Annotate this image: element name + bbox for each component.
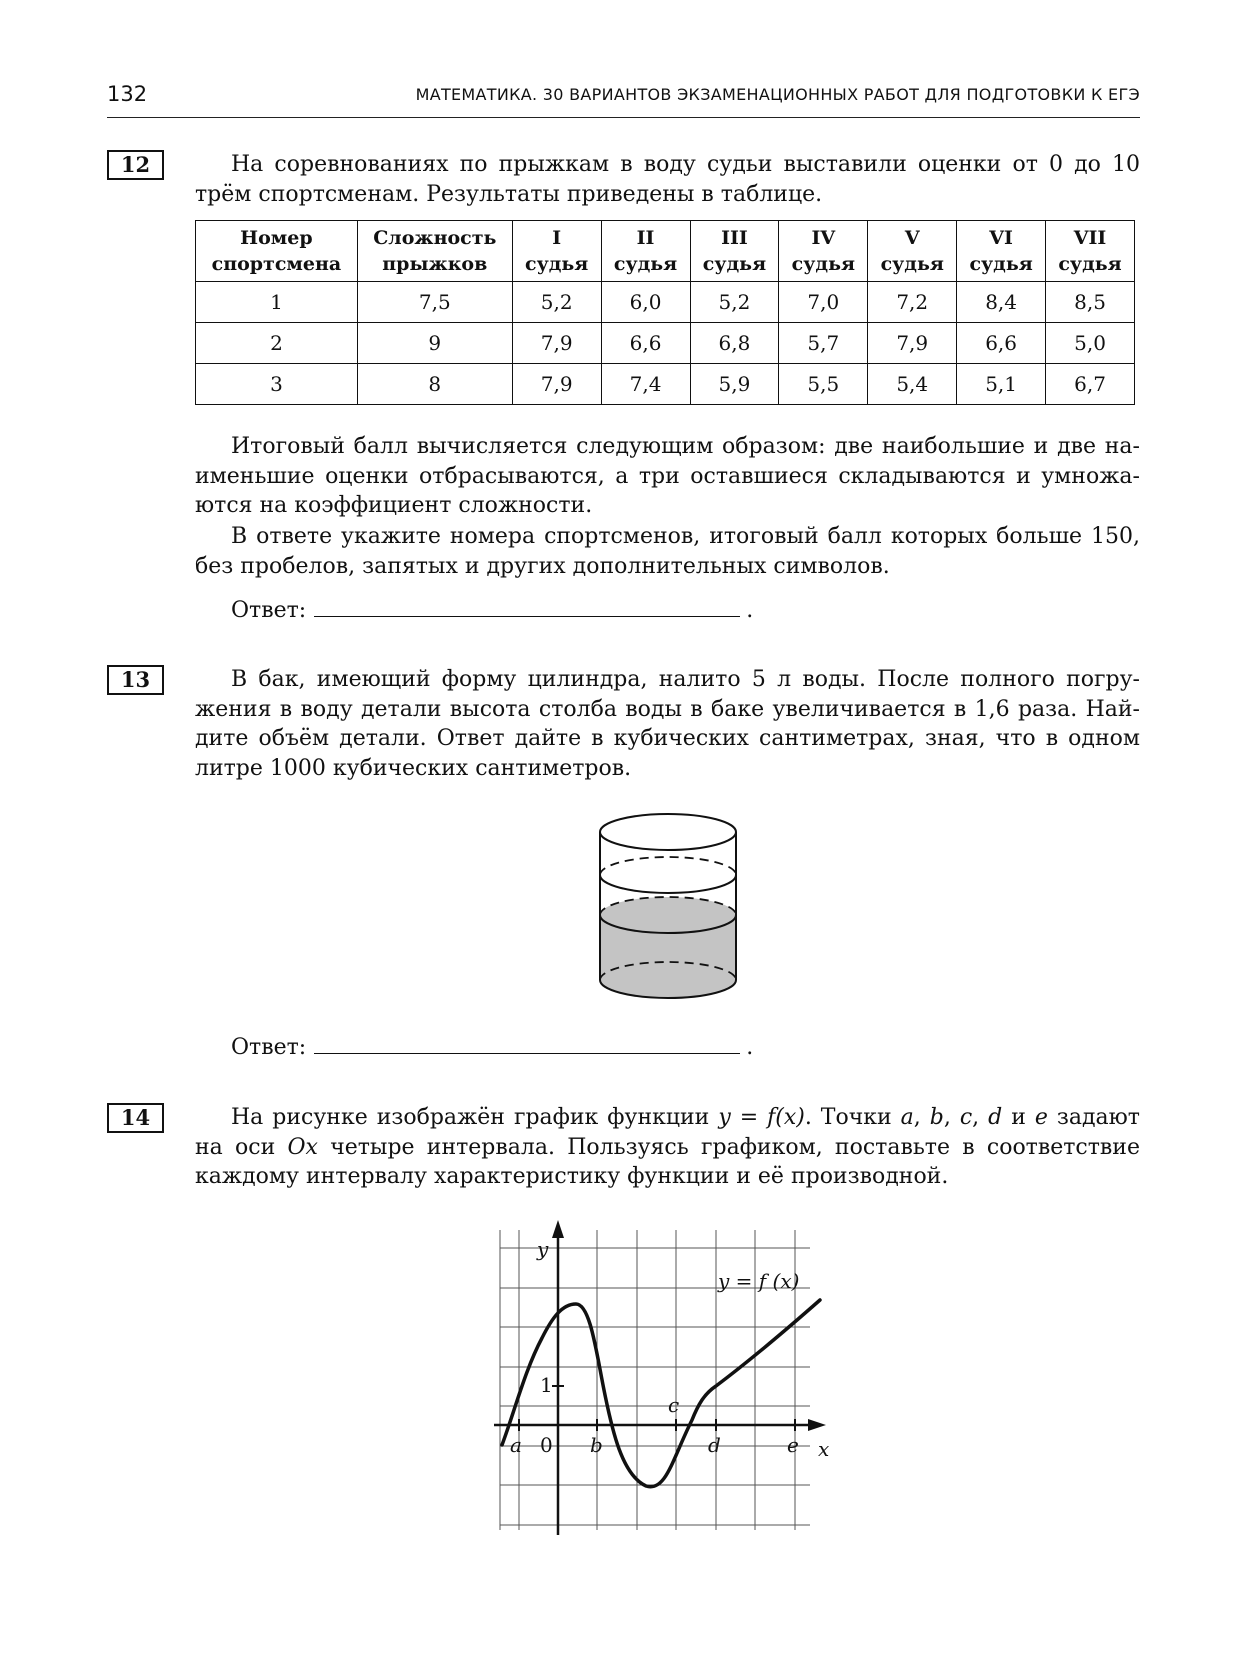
point-label-c: c (668, 1393, 680, 1417)
task-14-text (195, 1103, 1140, 1192)
answer-end: . (746, 1035, 754, 1060)
table-cell: 3 (196, 364, 358, 405)
header-cell: Сложность прыжков (357, 221, 512, 282)
origin-label: 0 (540, 1433, 553, 1457)
header-cell: VII судья (1046, 221, 1135, 282)
upper-level-front (600, 875, 736, 893)
task-12-intro-line1: На соревнованиях по прыжкам в воду судьи выставили оценки от 0 до 10 (231, 152, 1140, 177)
table-row (196, 282, 1135, 323)
task-13-line4: литре 1000 кубических сантиметров. (195, 755, 632, 781)
header-cell: IV судья (779, 221, 868, 282)
task-14-line1: На рисунке изображён график функции y = f(x). Точки a, b, c, d и e задают (231, 1105, 1140, 1130)
task-14-line2: на оси Ox четыре интервала. Пользуясь графиком, поставьте в соответствие (195, 1134, 1140, 1160)
task-13-line2: жения в воду детали высота столба воды в баке увеличивается в 1,6 раза. Най- (195, 696, 1140, 722)
table-cell: 5,2 (512, 282, 601, 323)
task-12-number: 12 (107, 150, 164, 180)
x-axis-arrow (808, 1419, 826, 1431)
table-cell: 5,1 (957, 364, 1046, 405)
header-cell: III судья (690, 221, 779, 282)
header-rule (107, 117, 1140, 118)
task-13-text (195, 665, 1140, 783)
function-graph (490, 1220, 850, 1540)
table-cell: 6,6 (957, 323, 1046, 364)
table-cell: 7,2 (868, 282, 957, 323)
ask-line1: В ответе укажите номера спортсменов, итоговый балл которых больше 150, (231, 524, 1140, 549)
upper-level-back (600, 857, 736, 875)
table-cell: 6,8 (690, 323, 779, 364)
cylinder-figure (590, 810, 750, 1010)
table-cell: 5,0 (1046, 323, 1135, 364)
function-label: y = f (x) (718, 1269, 800, 1293)
y-axis-label: y (537, 1237, 549, 1261)
table-cell: 9 (357, 323, 512, 364)
page-number: 132 (107, 82, 148, 106)
table-row (196, 364, 1135, 405)
table-cell: 8,4 (957, 282, 1046, 323)
table-cell: 5,7 (779, 323, 868, 364)
table-cell: 6,0 (601, 282, 690, 323)
task-13-line3: дите объём детали. Ответ дайте в кубических сантиметрах, зная, что в одном (195, 726, 1140, 751)
running-title: МАТЕМАТИКА. 30 ВАРИАНТОВ ЭКЗАМЕНАЦИОННЫХ РАБОТ ДЛЯ ПОДГОТОВКИ К ЕГЭ (415, 85, 1140, 104)
task-14-line3: каждому интервалу характеристику функции и её производной. (195, 1164, 949, 1189)
table-cell: 5,9 (690, 364, 779, 405)
task-12-ask (195, 522, 1140, 581)
header-cell: V судья (868, 221, 957, 282)
table-cell: 5,4 (868, 364, 957, 405)
table-cell: 5,2 (690, 282, 779, 323)
table-cell: 6,6 (601, 323, 690, 364)
table-cell: 2 (196, 323, 358, 364)
answer-label: Ответ: (231, 1035, 307, 1060)
table-cell: 5,5 (779, 364, 868, 405)
answer-label: Ответ: (231, 598, 307, 623)
table-cell: 7,9 (512, 323, 601, 364)
table-cell: 8,5 (1046, 282, 1135, 323)
unit-label: 1 (540, 1373, 553, 1397)
task-13-number: 13 (107, 665, 164, 695)
task-14-number: 14 (107, 1103, 164, 1133)
x-axis-label: x (818, 1437, 830, 1461)
table-header-row (196, 221, 1135, 282)
table-cell: 7,0 (779, 282, 868, 323)
task-12-intro-line2: трём спортсменам. Результаты приведены в таблице. (195, 181, 823, 207)
rule-line1: Итоговый балл вычисляется следующим образом: две наибольшие и две на- (231, 434, 1140, 459)
header-cell: VI судья (957, 221, 1046, 282)
task-12-rule (195, 432, 1140, 521)
table-cell: 1 (196, 282, 358, 323)
header-cell: I судья (512, 221, 601, 282)
cylinder-top (600, 814, 736, 850)
y-axis-arrow (552, 1220, 564, 1238)
answer-end: . (746, 598, 754, 623)
table-cell: 7,9 (512, 364, 601, 405)
point-label-b: b (590, 1433, 603, 1457)
water-fill (600, 897, 736, 998)
point-label-d: d (708, 1433, 721, 1457)
header-cell: Номер спортсмена (196, 221, 358, 282)
rule-line3: ются на коэффициент сложности. (195, 493, 593, 518)
table-row (196, 323, 1135, 364)
table-cell: 7,4 (601, 364, 690, 405)
table-cell: 6,7 (1046, 364, 1135, 405)
table-cell: 7,5 (357, 282, 512, 323)
answer-field[interactable] (314, 596, 740, 617)
answer-field[interactable] (314, 1033, 740, 1054)
point-label-a: a (510, 1433, 522, 1457)
task-12-answer (231, 596, 753, 623)
ask-line2: без пробелов, запятых и других дополнительных символов. (195, 553, 890, 579)
table-cell: 7,9 (868, 323, 957, 364)
table-cell: 8 (357, 364, 512, 405)
task-13-answer (231, 1033, 753, 1060)
task-12-intro (195, 150, 1140, 209)
scores-table (195, 220, 1135, 405)
point-label-e: e (787, 1433, 799, 1457)
task-13-line1: В бак, имеющий форму цилиндра, налито 5 л воды. После полного погру- (231, 667, 1140, 692)
rule-line2: именьшие оценки отбрасываются, а три оставшиеся складываются и умножа- (195, 463, 1140, 489)
header-cell: II судья (601, 221, 690, 282)
